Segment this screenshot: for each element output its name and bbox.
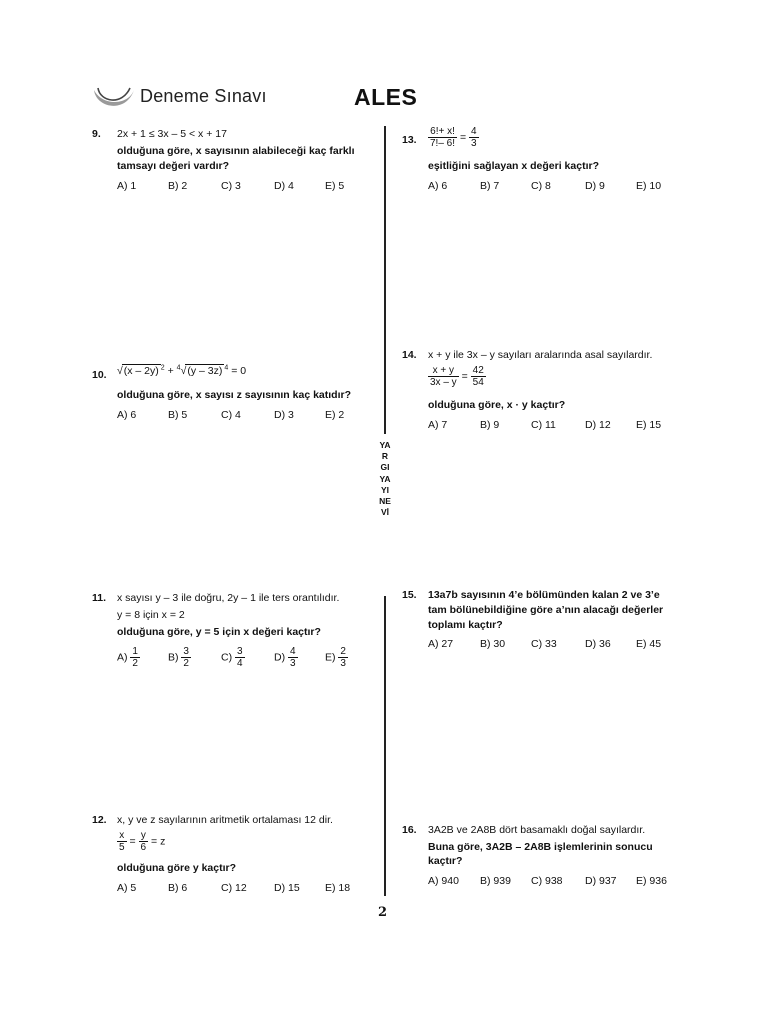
- option-e: E) 10: [636, 180, 662, 192]
- option-fraction: [130, 646, 140, 669]
- option-d: D) 12: [585, 419, 611, 431]
- denominator: 3: [471, 138, 477, 149]
- option-fraction: [288, 646, 298, 669]
- option-e: E) 5: [325, 180, 345, 192]
- option-label: D): [274, 651, 286, 664]
- exam-title: ALES: [354, 84, 418, 110]
- page-number: 2: [378, 905, 388, 920]
- question-text: tamsayı değeri vardır?: [117, 160, 230, 172]
- denominator: 7!– 6!: [430, 138, 456, 149]
- option-fraction: [338, 646, 348, 669]
- question-number: 13.: [402, 134, 417, 146]
- option-c: C) 11: [531, 419, 556, 431]
- equals-sign: =: [461, 370, 468, 383]
- option-a: [117, 646, 140, 669]
- fraction: [471, 365, 486, 388]
- numerator: y: [139, 830, 149, 842]
- question-text: kaçtır?: [428, 855, 463, 867]
- option-d: D) 15: [274, 882, 300, 894]
- numerator: 4: [290, 646, 296, 657]
- numerator: 6!+ x!: [428, 126, 457, 138]
- option-c: C) 3: [221, 180, 241, 192]
- column-divider-bottom: [384, 596, 386, 896]
- denominator: 2: [132, 658, 138, 669]
- question-number: 11.: [92, 592, 107, 604]
- exponent: 4: [224, 364, 229, 372]
- denominator: 3: [340, 658, 346, 669]
- question-expression: [428, 126, 479, 149]
- option-b: B) 2: [168, 180, 188, 192]
- question-text: olduğuna göre, x sayısının alabileceği kaç farklı: [117, 145, 355, 157]
- option-label: B): [168, 651, 179, 664]
- option-d: D) 36: [585, 638, 611, 650]
- option-d: D) 9: [585, 180, 605, 192]
- option-d: [274, 646, 298, 669]
- fraction: [428, 365, 459, 388]
- question-number: 16.: [402, 824, 417, 836]
- option-a: A) 6: [428, 180, 448, 192]
- numerator: 2: [340, 646, 346, 657]
- question-statement: x sayısı y – 3 ile doğru, 2y – 1 ile ters orantılıdır.: [117, 592, 340, 604]
- option-c: [221, 646, 245, 669]
- question-expression: [117, 364, 246, 377]
- equals-sign: =: [129, 835, 136, 848]
- question-text: toplamı kaçtır?: [428, 619, 503, 631]
- question-text: olduğuna göre, y = 5 için x değeri kaçtır?: [117, 626, 321, 638]
- numerator: 1: [132, 646, 138, 657]
- numerator: 3: [237, 646, 243, 657]
- option-e: E) 45: [636, 638, 662, 650]
- option-label: E): [325, 651, 336, 664]
- fraction: [469, 126, 479, 149]
- numerator: 42: [472, 365, 484, 376]
- question-text: Buna göre, 3A2B – 2A8B işlemlerinin sonucu: [428, 841, 653, 853]
- option-c: C) 8: [531, 180, 551, 192]
- column-divider-top: [384, 126, 386, 434]
- option-a: A) 5: [117, 882, 137, 894]
- logo-text: Deneme Sınavı: [140, 86, 267, 106]
- fraction: [428, 126, 457, 149]
- question-text: tam bölünebildiğine göre a’nın alacağı değerler: [428, 604, 664, 616]
- fraction: [117, 830, 127, 853]
- option-b: B) 939: [480, 875, 511, 887]
- option-c: C) 4: [221, 409, 241, 421]
- root-icon: √: [180, 365, 187, 377]
- question-number: 12.: [92, 814, 107, 826]
- option-fraction: [235, 646, 245, 669]
- question-text: olduğuna göre, x · y kaçtır?: [428, 399, 566, 411]
- option-b: B) 5: [168, 409, 188, 421]
- numerator: x + y: [428, 365, 459, 377]
- numerator: 4: [471, 126, 477, 137]
- option-e: [325, 646, 348, 669]
- option-label: C): [221, 651, 233, 664]
- option-b: [168, 646, 191, 669]
- question-number: 10.: [92, 369, 107, 381]
- question-number: 14.: [402, 349, 417, 361]
- option-fraction: [181, 646, 191, 669]
- option-b: B) 9: [480, 419, 500, 431]
- radicand: (x – 2y): [123, 365, 159, 377]
- option-d: D) 937: [585, 875, 617, 887]
- denominator: 3x – y: [430, 377, 457, 388]
- option-a: A) 6: [117, 409, 137, 421]
- option-e: E) 2: [325, 409, 345, 421]
- numerator: 3: [183, 646, 189, 657]
- option-e: E) 18: [325, 882, 351, 894]
- option-label: A): [117, 651, 128, 664]
- option-c: C) 33: [531, 638, 557, 650]
- radicand: (y – 3z): [187, 365, 223, 377]
- option-a: A) 940: [428, 875, 459, 887]
- question-number: 9.: [92, 128, 101, 140]
- publisher-vertical-text: YARGI YAYINEVİ: [379, 440, 391, 518]
- denominator: 3: [290, 658, 296, 669]
- question-text: 13a7b sayısının 4’e bölümünden kalan 2 ve 3’e: [428, 589, 660, 601]
- question-expression: [428, 365, 486, 388]
- question-statement: x, y ve z sayılarının aritmetik ortalaması 12 dir.: [117, 814, 333, 826]
- question-text: eşitliğini sağlayan x değeri kaçtır?: [428, 160, 599, 172]
- plus-sign: +: [167, 365, 174, 377]
- logo-swoosh-icon: [92, 84, 136, 114]
- equals-zero: = 0: [231, 365, 247, 377]
- denominator: 54: [472, 377, 484, 388]
- denominator: 2: [183, 658, 189, 669]
- question-statement: y = 8 için x = 2: [117, 609, 185, 621]
- question-expression: [117, 830, 165, 853]
- option-b: B) 7: [480, 180, 500, 192]
- root-index: 4: [176, 364, 181, 372]
- denominator: 6: [140, 842, 147, 853]
- option-e: E) 936: [636, 875, 667, 887]
- option-d: D) 4: [274, 180, 294, 192]
- exponent: 2: [160, 364, 165, 372]
- option-a: A) 7: [428, 419, 448, 431]
- option-c: C) 938: [531, 875, 563, 887]
- question-text: olduğuna göre y kaçtır?: [117, 862, 237, 874]
- numerator: x: [117, 830, 127, 842]
- question-statement: 3A2B ve 2A8B dört basamaklı doğal sayılardır.: [428, 824, 646, 836]
- option-b: B) 30: [480, 638, 506, 650]
- equals-z: = z: [151, 835, 166, 848]
- equals-sign: =: [459, 131, 467, 144]
- question-number: 15.: [402, 589, 417, 601]
- option-e: E) 15: [636, 419, 662, 431]
- option-b: B) 6: [168, 882, 188, 894]
- question-statement: 2x + 1 ≤ 3x – 5 < x + 17: [117, 128, 227, 140]
- option-c: C) 12: [221, 882, 247, 894]
- sqrt-icon: √: [117, 365, 123, 377]
- denominator: 5: [119, 842, 125, 853]
- question-text: olduğuna göre, x sayısı z sayısının kaç katıdır?: [117, 389, 351, 401]
- denominator: 4: [237, 658, 243, 669]
- option-a: A) 27: [428, 638, 454, 650]
- question-statement: x + y ile 3x – y sayıları aralarında asal sayılardır.: [428, 349, 653, 361]
- fraction: [139, 830, 149, 853]
- option-d: D) 3: [274, 409, 294, 421]
- option-a: A) 1: [117, 180, 137, 192]
